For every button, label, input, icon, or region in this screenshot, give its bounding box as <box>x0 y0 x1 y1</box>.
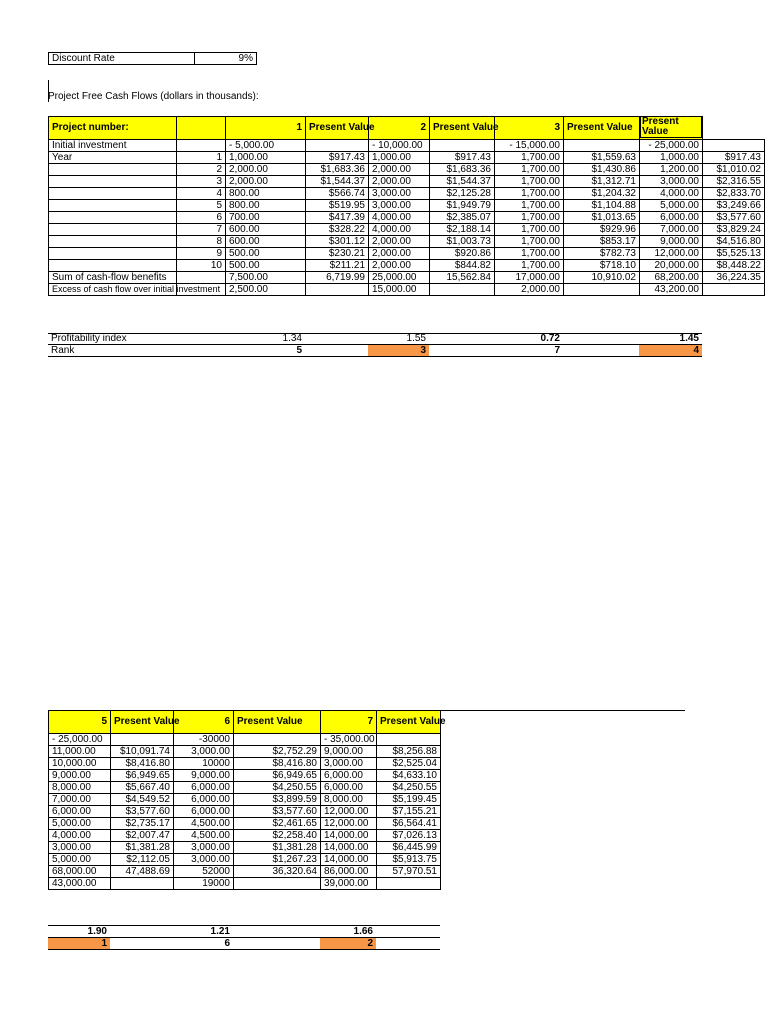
table-row <box>49 830 441 842</box>
year-cell[interactable]: 4 <box>177 188 226 200</box>
project-5-present-value[interactable]: $1,381.28 <box>111 842 174 854</box>
project-4-pv-header[interactable]: Present Value <box>642 116 679 137</box>
project-6-present-value[interactable]: $2,461.65 <box>234 818 321 830</box>
discount-rate-value[interactable]: 9% <box>195 53 257 65</box>
empty-cell <box>305 345 368 357</box>
table-row <box>49 236 765 248</box>
project-4-present-value[interactable] <box>703 140 765 152</box>
projects-1-4-summary <box>48 333 702 357</box>
project-7-cashflow[interactable]: 14,000.00 <box>321 842 377 854</box>
project-5-present-value[interactable]: $8,416.80 <box>111 758 174 770</box>
project-3-cashflow[interactable]: 1,700.00 <box>495 164 564 176</box>
project-7-present-value[interactable]: $7,155.21 <box>377 806 441 818</box>
project-2-present-value[interactable]: $1,949.79 <box>430 200 495 212</box>
project-2-present-value[interactable]: $2,188.14 <box>430 224 495 236</box>
project-3-present-value[interactable]: $782.73 <box>564 248 640 260</box>
table-row <box>49 818 441 830</box>
table-row <box>49 758 441 770</box>
project-6-present-value[interactable]: $8,416.80 <box>234 758 321 770</box>
project-7-present-value[interactable]: $6,445.99 <box>377 842 441 854</box>
table-row <box>49 866 441 878</box>
project-2-cashflow[interactable]: 15,000.00 <box>369 284 430 296</box>
project-4-present-value[interactable]: $3,829.24 <box>703 224 765 236</box>
project-5-present-value[interactable] <box>111 878 174 890</box>
project-4-cashflow[interactable]: 1,000.00 <box>640 152 703 164</box>
project-4-present-value[interactable]: $3,249.66 <box>703 200 765 212</box>
project-2-cashflow[interactable]: 2,000.00 <box>369 248 430 260</box>
project-6-cashflow[interactable]: 3,000.00 <box>174 746 234 758</box>
project-6-present-value[interactable] <box>234 878 321 890</box>
year-cell[interactable]: 1 <box>177 152 226 164</box>
project-4-cashflow[interactable]: 6,000.00 <box>640 212 703 224</box>
project-5-present-value[interactable]: $4,549.52 <box>111 794 174 806</box>
project-6-pv-header[interactable]: Present Value <box>234 711 321 734</box>
project-5-cashflow[interactable]: 4,000.00 <box>49 830 111 842</box>
project-1-present-value[interactable]: $1,683.36 <box>306 164 369 176</box>
project-3-cashflow[interactable]: 1,700.00 <box>495 224 564 236</box>
project-4-present-value[interactable]: $3,577.60 <box>703 212 765 224</box>
project-6-present-value[interactable]: $6,949.65 <box>234 770 321 782</box>
project-2-cashflow[interactable]: 1,000.00 <box>369 152 430 164</box>
project-3-present-value[interactable]: $1,104.88 <box>564 200 640 212</box>
project-2-present-value[interactable]: $844.82 <box>430 260 495 272</box>
project-4-present-value[interactable]: $1,010.02 <box>703 164 765 176</box>
empty-cell <box>563 333 639 345</box>
row-label[interactable] <box>49 260 177 272</box>
empty-cell <box>233 938 320 950</box>
project-7-present-value[interactable]: $2,525.04 <box>377 758 441 770</box>
project-7-pv-header[interactable]: Present Value <box>377 711 441 734</box>
project-2-present-value[interactable]: $920.86 <box>430 248 495 260</box>
project-2-present-value[interactable]: $1,683.36 <box>430 164 495 176</box>
row-label[interactable] <box>49 200 177 212</box>
project-6-cashflow[interactable]: 3,000.00 <box>174 854 234 866</box>
project-7-present-value[interactable]: $4,633.10 <box>377 770 441 782</box>
table-row <box>49 152 765 164</box>
profitability-row <box>48 333 702 345</box>
year-cell[interactable]: 3 <box>177 176 226 188</box>
year-cell[interactable]: 7 <box>177 224 226 236</box>
table-row <box>49 272 765 284</box>
empty-cell <box>233 926 320 938</box>
project-5-cashflow[interactable]: - 25,000.00 <box>49 734 111 746</box>
table-row <box>49 782 441 794</box>
row-label[interactable]: Initial investment <box>49 140 177 152</box>
project-7-cashflow[interactable]: 12,000.00 <box>321 818 377 830</box>
project-4-cashflow[interactable]: 1,200.00 <box>640 164 703 176</box>
project-5-cashflow[interactable]: 5,000.00 <box>49 818 111 830</box>
table-row <box>49 248 765 260</box>
project-6-cashflow[interactable]: 4,500.00 <box>174 830 234 842</box>
project-2-present-value[interactable]: 15,562.84 <box>430 272 495 284</box>
project-2-pv-header[interactable]: Present Value <box>430 117 495 140</box>
project-2-cashflow[interactable]: 2,000.00 <box>369 176 430 188</box>
pi-project-2[interactable]: 1.55 <box>368 333 429 345</box>
table-row <box>49 212 765 224</box>
project-7-present-value[interactable]: $5,199.45 <box>377 794 441 806</box>
profitability-label[interactable]: Profitability index <box>48 333 178 345</box>
project-3-cashflow[interactable]: 1,700.00 <box>495 248 564 260</box>
project-2-cashflow[interactable]: 4,000.00 <box>369 212 430 224</box>
row-label[interactable] <box>49 236 177 248</box>
project-1-cashflow[interactable]: 2,000.00 <box>226 176 306 188</box>
project-7-cashflow[interactable]: 14,000.00 <box>321 830 377 842</box>
project-3-cashflow[interactable]: 1,700.00 <box>495 200 564 212</box>
project-3-number[interactable]: 3 <box>495 117 564 140</box>
project-1-cashflow[interactable]: 2,000.00 <box>226 164 306 176</box>
projects-5-7-table <box>48 710 446 890</box>
project-1-cashflow[interactable]: 600.00 <box>226 236 306 248</box>
project-1-present-value[interactable] <box>306 140 369 152</box>
project-3-cashflow[interactable]: 1,700.00 <box>495 152 564 164</box>
year-cell[interactable]: 6 <box>177 212 226 224</box>
project-1-cashflow[interactable]: 600.00 <box>226 224 306 236</box>
project-4-cashflow[interactable]: 5,000.00 <box>640 200 703 212</box>
year-cell[interactable]: 10 <box>177 260 226 272</box>
project-4-present-value[interactable]: $2,316.55 <box>703 176 765 188</box>
row-label[interactable] <box>49 164 177 176</box>
project-4-present-value[interactable]: $2,833.70 <box>703 188 765 200</box>
empty-cell <box>376 938 440 950</box>
project-4-cashflow[interactable]: 68,200.00 <box>640 272 703 284</box>
empty-cell <box>429 345 494 357</box>
year-cell[interactable]: 9 <box>177 248 226 260</box>
project-6-present-value[interactable]: $4,250.55 <box>234 782 321 794</box>
empty-cell <box>563 345 639 357</box>
project-1-cashflow[interactable]: 7,500.00 <box>226 272 306 284</box>
discount-rate-table <box>48 52 257 65</box>
table-row <box>49 878 441 890</box>
project-4-present-value[interactable]: $917.43 <box>703 152 765 164</box>
project-7-present-value[interactable]: $7,026.13 <box>377 830 441 842</box>
project-3-present-value[interactable]: $1,312.71 <box>564 176 640 188</box>
project-4-cashflow[interactable]: 7,000.00 <box>640 224 703 236</box>
project-1-present-value[interactable]: 6,719.99 <box>306 272 369 284</box>
project-4-cashflow[interactable]: 20,000.00 <box>640 260 703 272</box>
empty-cell <box>305 333 368 345</box>
project-2-cashflow[interactable]: 2,000.00 <box>369 260 430 272</box>
project-7-cashflow[interactable]: 8,000.00 <box>321 794 377 806</box>
project-3-present-value[interactable] <box>564 284 640 296</box>
project-2-cashflow[interactable]: 2,000.00 <box>369 164 430 176</box>
rank-project-6[interactable]: 6 <box>173 938 233 950</box>
project-5-number[interactable]: 5 <box>49 711 111 734</box>
project-1-cashflow[interactable]: 500.00 <box>226 248 306 260</box>
project-1-present-value[interactable]: $328.22 <box>306 224 369 236</box>
year-cell[interactable]: 5 <box>177 200 226 212</box>
project-1-pv-header[interactable]: Present Value <box>306 117 369 140</box>
project-6-present-value[interactable]: $2,752.29 <box>234 746 321 758</box>
project-1-present-value[interactable]: $519.95 <box>306 200 369 212</box>
table-row <box>49 284 765 296</box>
pi-project-1[interactable]: 1.34 <box>178 333 305 345</box>
project-2-cashflow[interactable]: 4,000.00 <box>369 224 430 236</box>
project-1-cashflow[interactable]: 500.00 <box>226 260 306 272</box>
project-1-present-value[interactable]: $917.43 <box>306 152 369 164</box>
project-4-cashflow[interactable]: 43,200.00 <box>640 284 703 296</box>
project-5-present-value[interactable]: $6,949.65 <box>111 770 174 782</box>
project-6-cashflow[interactable]: 4,500.00 <box>174 818 234 830</box>
project-2-present-value[interactable] <box>430 284 495 296</box>
project-7-cashflow[interactable]: 6,000.00 <box>321 782 377 794</box>
project-6-cashflow[interactable]: 9,000.00 <box>174 770 234 782</box>
table-row <box>49 806 441 818</box>
project-3-present-value[interactable]: 10,910.02 <box>564 272 640 284</box>
project-5-cashflow[interactable]: 5,000.00 <box>49 854 111 866</box>
project-2-present-value[interactable]: $2,125.28 <box>430 188 495 200</box>
project-2-cashflow[interactable]: 3,000.00 <box>369 188 430 200</box>
project-6-cashflow[interactable]: 6,000.00 <box>174 794 234 806</box>
project-3-present-value[interactable] <box>564 140 640 152</box>
row-label[interactable]: Sum of cash-flow benefits <box>49 272 177 284</box>
project-7-present-value[interactable]: $6,564.41 <box>377 818 441 830</box>
project-7-cashflow[interactable]: 14,000.00 <box>321 854 377 866</box>
project-4-cashflow[interactable]: 9,000.00 <box>640 236 703 248</box>
row-label[interactable] <box>49 188 177 200</box>
project-1-present-value[interactable]: $1,544.37 <box>306 176 369 188</box>
project-1-cashflow[interactable]: 1,000.00 <box>226 152 306 164</box>
project-5-present-value[interactable]: 47,488.69 <box>111 866 174 878</box>
project-7-present-value[interactable] <box>377 734 441 746</box>
table-row <box>49 854 441 866</box>
project-4-cashflow[interactable]: 4,000.00 <box>640 188 703 200</box>
project-5-cashflow[interactable]: 8,000.00 <box>49 782 111 794</box>
project-5-present-value[interactable]: $3,577.60 <box>111 806 174 818</box>
project-1-number[interactable]: 1 <box>226 117 306 140</box>
project-5-cashflow[interactable]: 3,000.00 <box>49 842 111 854</box>
pi-project-5[interactable]: 1.90 <box>48 926 110 938</box>
project-5-cashflow[interactable]: 10,000.00 <box>49 758 111 770</box>
project-2-cashflow[interactable]: 2,000.00 <box>369 236 430 248</box>
year-cell[interactable]: 2 <box>177 164 226 176</box>
projects-1-4-table <box>48 116 765 296</box>
project-number-label[interactable]: Project number: <box>49 117 177 140</box>
row-label[interactable] <box>49 224 177 236</box>
project-3-present-value[interactable]: $929.96 <box>564 224 640 236</box>
project-7-cashflow[interactable]: 12,000.00 <box>321 806 377 818</box>
bottom-header-row <box>49 711 441 734</box>
project-1-present-value[interactable]: $211.21 <box>306 260 369 272</box>
project-6-number[interactable]: 6 <box>174 711 234 734</box>
project-3-cashflow[interactable]: 1,700.00 <box>495 188 564 200</box>
project-2-present-value[interactable] <box>430 140 495 152</box>
table-row <box>49 842 441 854</box>
project-3-cashflow[interactable]: 17,000.00 <box>495 272 564 284</box>
table-row <box>49 140 765 152</box>
table-row <box>49 260 765 272</box>
table-row <box>49 188 765 200</box>
project-1-present-value[interactable]: $417.39 <box>306 212 369 224</box>
project-5-cashflow[interactable]: 6,000.00 <box>49 806 111 818</box>
project-5-present-value[interactable]: $2,112.05 <box>111 854 174 866</box>
project-6-present-value[interactable]: $1,267.23 <box>234 854 321 866</box>
project-5-present-value[interactable]: $10,091.74 <box>111 746 174 758</box>
project-5-present-value[interactable] <box>111 734 174 746</box>
project-6-present-value[interactable]: $2,258.40 <box>234 830 321 842</box>
project-7-cashflow[interactable]: 9,000.00 <box>321 746 377 758</box>
project-5-present-value[interactable]: $5,667.40 <box>111 782 174 794</box>
project-1-present-value[interactable]: $566.74 <box>306 188 369 200</box>
project-6-cashflow[interactable]: 19000 <box>174 878 234 890</box>
project-1-cashflow[interactable]: - 5,000.00 <box>226 140 306 152</box>
project-1-present-value[interactable] <box>306 284 369 296</box>
bottom-profitability-row <box>48 926 440 938</box>
project-6-present-value[interactable] <box>234 734 321 746</box>
project-5-cashflow[interactable]: 43,000.00 <box>49 878 111 890</box>
project-3-present-value[interactable]: $718.10 <box>564 260 640 272</box>
pi-project-7[interactable]: 1.66 <box>320 926 376 938</box>
project-7-present-value[interactable] <box>377 878 441 890</box>
project-3-present-value[interactable]: $853.17 <box>564 236 640 248</box>
table-row <box>49 746 441 758</box>
project-3-cashflow[interactable]: 1,700.00 <box>495 176 564 188</box>
project-2-cashflow[interactable]: - 10,000.00 <box>369 140 430 152</box>
project-3-present-value[interactable]: $1,013.65 <box>564 212 640 224</box>
project-6-present-value[interactable]: $3,899.59 <box>234 794 321 806</box>
table-row <box>49 734 441 746</box>
project-5-cashflow[interactable]: 7,000.00 <box>49 794 111 806</box>
project-6-cashflow[interactable]: 6,000.00 <box>174 782 234 794</box>
project-6-present-value[interactable]: 36,320.64 <box>234 866 321 878</box>
empty-cell <box>429 333 494 345</box>
project-7-number[interactable]: 7 <box>321 711 377 734</box>
project-5-present-value[interactable]: $2,735.17 <box>111 818 174 830</box>
pi-project-4[interactable]: 1.45 <box>639 333 702 345</box>
table-row <box>49 176 765 188</box>
rank-label[interactable]: Rank <box>48 345 178 357</box>
project-7-cashflow[interactable]: 86,000.00 <box>321 866 377 878</box>
project-6-present-value[interactable]: $1,381.28 <box>234 842 321 854</box>
project-1-cashflow[interactable]: 800.00 <box>226 200 306 212</box>
row-label[interactable] <box>49 212 177 224</box>
rank-project-7[interactable]: 2 <box>320 938 376 950</box>
project-4-cashflow[interactable]: - 25,000.00 <box>640 140 703 152</box>
project-7-cashflow[interactable]: 6,000.00 <box>321 770 377 782</box>
project-7-cashflow[interactable]: 39,000.00 <box>321 878 377 890</box>
project-1-present-value[interactable]: $301.12 <box>306 236 369 248</box>
project-5-cashflow[interactable]: 9,000.00 <box>49 770 111 782</box>
project-7-cashflow[interactable]: 3,000.00 <box>321 758 377 770</box>
rank-project-1[interactable]: 5 <box>178 345 305 357</box>
project-5-pv-header[interactable]: Present Value <box>111 711 174 734</box>
year-cell[interactable] <box>177 140 226 152</box>
empty-cell <box>110 926 173 938</box>
project-7-present-value[interactable]: $8,256.88 <box>377 746 441 758</box>
project-3-pv-header[interactable]: Present Value <box>564 117 640 140</box>
project-4-cashflow[interactable]: 3,000.00 <box>640 176 703 188</box>
table-row <box>49 164 765 176</box>
project-5-cashflow[interactable]: 11,000.00 <box>49 746 111 758</box>
table-row <box>49 200 765 212</box>
project-7-present-value[interactable]: $4,250.55 <box>377 782 441 794</box>
project-3-cashflow[interactable]: 1,700.00 <box>495 260 564 272</box>
sheet-title[interactable]: Project Free Cash Flows (dollars in thousands): <box>48 91 259 102</box>
table-row <box>49 224 765 236</box>
row-label[interactable]: Excess of cash flow over initial investment <box>49 284 177 296</box>
project-4-present-value[interactable]: 36,224.35 <box>703 272 765 284</box>
rank-project-3[interactable]: 7 <box>494 345 563 357</box>
project-6-cashflow[interactable]: 52000 <box>174 866 234 878</box>
rank-project-5[interactable]: 1 <box>48 938 110 950</box>
project-2-present-value[interactable]: $1,544.37 <box>430 176 495 188</box>
project-3-cashflow[interactable]: 1,700.00 <box>495 212 564 224</box>
project-3-present-value[interactable]: $1,559.63 <box>564 152 640 164</box>
project-2-number[interactable]: 2 <box>369 117 430 140</box>
row-label[interactable] <box>49 176 177 188</box>
project-4-cashflow[interactable]: 12,000.00 <box>640 248 703 260</box>
project-1-cashflow[interactable]: 2,500.00 <box>226 284 306 296</box>
project-3-cashflow[interactable]: 1,700.00 <box>495 236 564 248</box>
project-2-present-value[interactable]: $917.43 <box>430 152 495 164</box>
project-2-cashflow[interactable]: 25,000.00 <box>369 272 430 284</box>
project-3-present-value[interactable]: $1,204.32 <box>564 188 640 200</box>
table-row <box>49 770 441 782</box>
project-5-present-value[interactable]: $2,007.47 <box>111 830 174 842</box>
project-2-present-value[interactable]: $2,385.07 <box>430 212 495 224</box>
project-4-present-value[interactable] <box>703 284 765 296</box>
project-4-present-value[interactable]: $5,525.13 <box>703 248 765 260</box>
project-6-cashflow[interactable]: 3,000.00 <box>174 842 234 854</box>
year-cell[interactable]: 8 <box>177 236 226 248</box>
rank-project-4[interactable]: 4 <box>639 345 702 357</box>
bottom-rank-row <box>48 938 440 950</box>
project-6-cashflow[interactable]: 10000 <box>174 758 234 770</box>
project-7-present-value[interactable]: $5,913.75 <box>377 854 441 866</box>
project-3-cashflow[interactable]: - 15,000.00 <box>495 140 564 152</box>
project-2-cashflow[interactable]: 3,000.00 <box>369 200 430 212</box>
project-1-present-value[interactable]: $230.21 <box>306 248 369 260</box>
empty-cell <box>376 926 440 938</box>
project-6-cashflow[interactable]: 6,000.00 <box>174 806 234 818</box>
pi-project-3[interactable]: 0.72 <box>494 333 563 345</box>
project-7-present-value[interactable]: 57,970.51 <box>377 866 441 878</box>
discount-rate-label[interactable]: Discount Rate <box>49 53 195 65</box>
project-4-present-value[interactable]: $4,516.80 <box>703 236 765 248</box>
project-4-present-value[interactable]: $8,448.22 <box>703 260 765 272</box>
project-3-present-value[interactable]: $1,430.86 <box>564 164 640 176</box>
rank-row <box>48 345 702 357</box>
project-2-present-value[interactable]: $1,003.73 <box>430 236 495 248</box>
pi-project-6[interactable]: 1.21 <box>173 926 233 938</box>
empty-cell <box>110 938 173 950</box>
row-label[interactable] <box>49 248 177 260</box>
year-header-cell[interactable] <box>177 117 226 140</box>
project-7-cashflow[interactable]: - 35,000.00 <box>321 734 377 746</box>
projects-5-7-summary <box>48 926 440 950</box>
project-1-cashflow[interactable]: 800.00 <box>226 188 306 200</box>
project-1-cashflow[interactable]: 700.00 <box>226 212 306 224</box>
project-6-present-value[interactable]: $3,577.60 <box>234 806 321 818</box>
table-row <box>49 794 441 806</box>
project-6-cashflow[interactable]: -30000 <box>174 734 234 746</box>
row-label[interactable]: Year <box>49 152 177 164</box>
project-3-cashflow[interactable]: 2,000.00 <box>495 284 564 296</box>
project-5-cashflow[interactable]: 68,000.00 <box>49 866 111 878</box>
year-cell[interactable] <box>177 272 226 284</box>
rank-project-2[interactable]: 3 <box>368 345 429 357</box>
